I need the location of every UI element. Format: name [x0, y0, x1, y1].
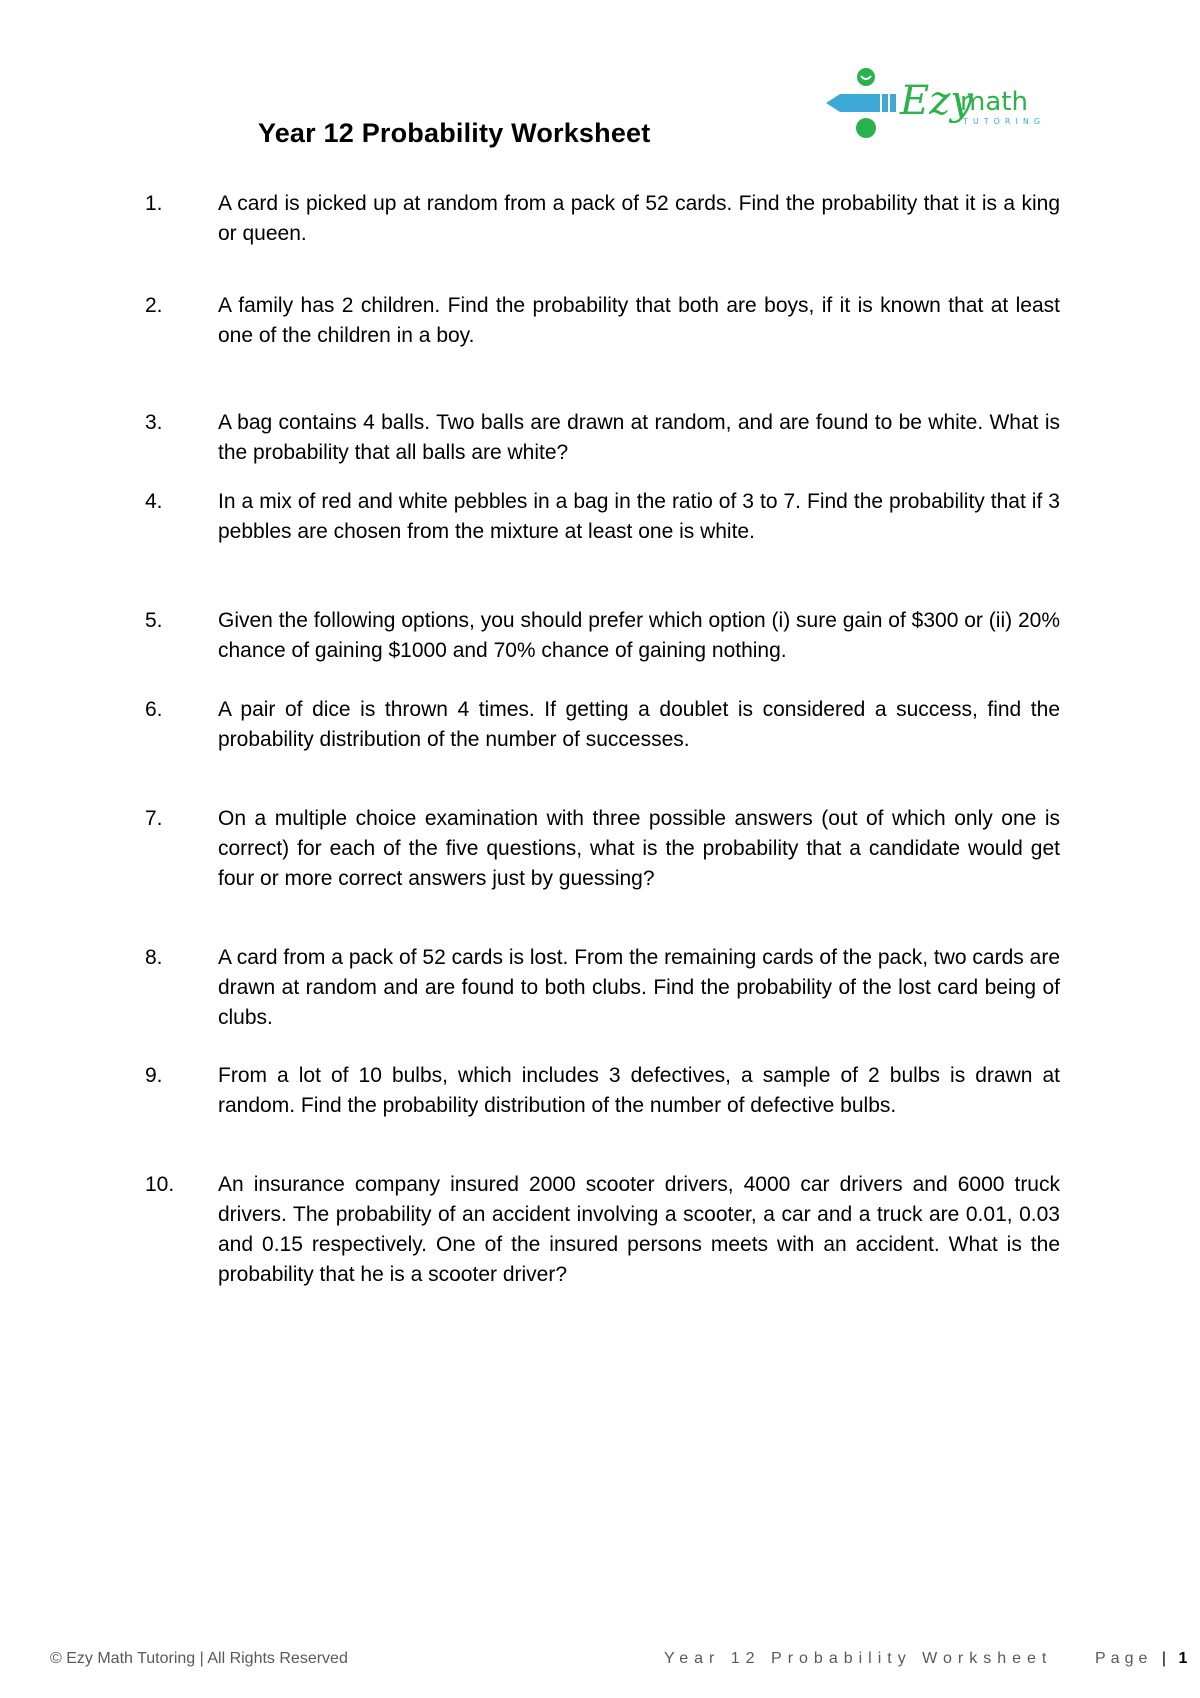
question-number: 4. — [145, 490, 163, 513]
question-number: 3. — [145, 411, 163, 434]
logo-tagline: TUTORING — [963, 117, 1046, 126]
footer-page-value: 1 — [1178, 1650, 1188, 1667]
logo-brand-main: Ezy — [900, 78, 973, 124]
logo-head-icon — [857, 68, 875, 86]
question-text: A bag contains 4 balls. Two balls are drawn at random, and are found to be white. What is the probability that all balls are white? — [218, 411, 1060, 464]
footer-doc-title: Year 12 Probability Worksheet — [664, 1650, 1053, 1667]
question-number: 10. — [145, 1173, 175, 1196]
footer-page-label: Page — [1095, 1650, 1153, 1667]
page-footer — [0, 1650, 1200, 1680]
question-text: A card from a pack of 52 cards is lost. From the remaining cards of the pack, two cards are drawn at random and are found to both clubs. Find the probability of the lost card being of clubs. — [218, 946, 1060, 1029]
question-number: 1. — [145, 192, 163, 215]
question-text: On a multiple choice examination with three possible answers (out of which only one is correct) for each of the five questions, what is the probability that a candidate would get four or more correct answers just by guessing? — [218, 807, 1060, 890]
question-number: 7. — [145, 807, 163, 830]
ezymath-logo — [826, 66, 1066, 146]
question-text: A card is picked up at random from a pack of 52 cards. Find the probability that it is a king or queen. — [218, 192, 1060, 245]
question-text: From a lot of 10 bulbs, which includes 3 defectives, a sample of 2 bulbs is drawn at random. Find the probability distribution of the number of defective bulbs. — [218, 1064, 1060, 1117]
question-number: 5. — [145, 609, 163, 632]
question-text: A family has 2 children. Find the probability that both are boys, if it is known that at least one of the children in a boy. — [218, 294, 1060, 347]
question-number: 6. — [145, 698, 163, 721]
question-number: 8. — [145, 946, 163, 969]
page-title: Year 12 Probability Worksheet — [258, 118, 651, 148]
footer-page-number — [1095, 1650, 1187, 1668]
question-text: Given the following options, you should prefer which option (i) sure gain of $300 or (ii) 20% chance of gaining $1000 and 70% chance of gaining nothing. — [218, 609, 1060, 662]
question-text: An insurance company insured 2000 scooter drivers, 4000 car drivers and 6000 truck drivers. The probability of an accident involving a scooter, a car and a truck are 0.01, 0.03 and 0.15 respectively. One of the insured persons meets with an accident. What is the probability that he is a scooter driver? — [218, 1173, 1060, 1286]
question-text: A pair of dice is thrown 4 times. If getting a doublet is considered a success, find the probability distribution of the number of successes. — [218, 698, 1060, 751]
question-text: In a mix of red and white pebbles in a bag in the ratio of 3 to 7. Find the probability that if 3 pebbles are chosen from the mixture at least one is white. — [218, 490, 1060, 543]
logo-foot-icon — [856, 118, 876, 138]
footer-copyright: © Ezy Math Tutoring | All Rights Reserved — [50, 1650, 348, 1667]
question-number: 9. — [145, 1064, 163, 1087]
footer-separator: | — [1161, 1650, 1169, 1667]
question-number: 2. — [145, 294, 163, 317]
logo-pencil-icon — [826, 94, 840, 112]
logo-brand-sub: math — [960, 87, 1028, 117]
